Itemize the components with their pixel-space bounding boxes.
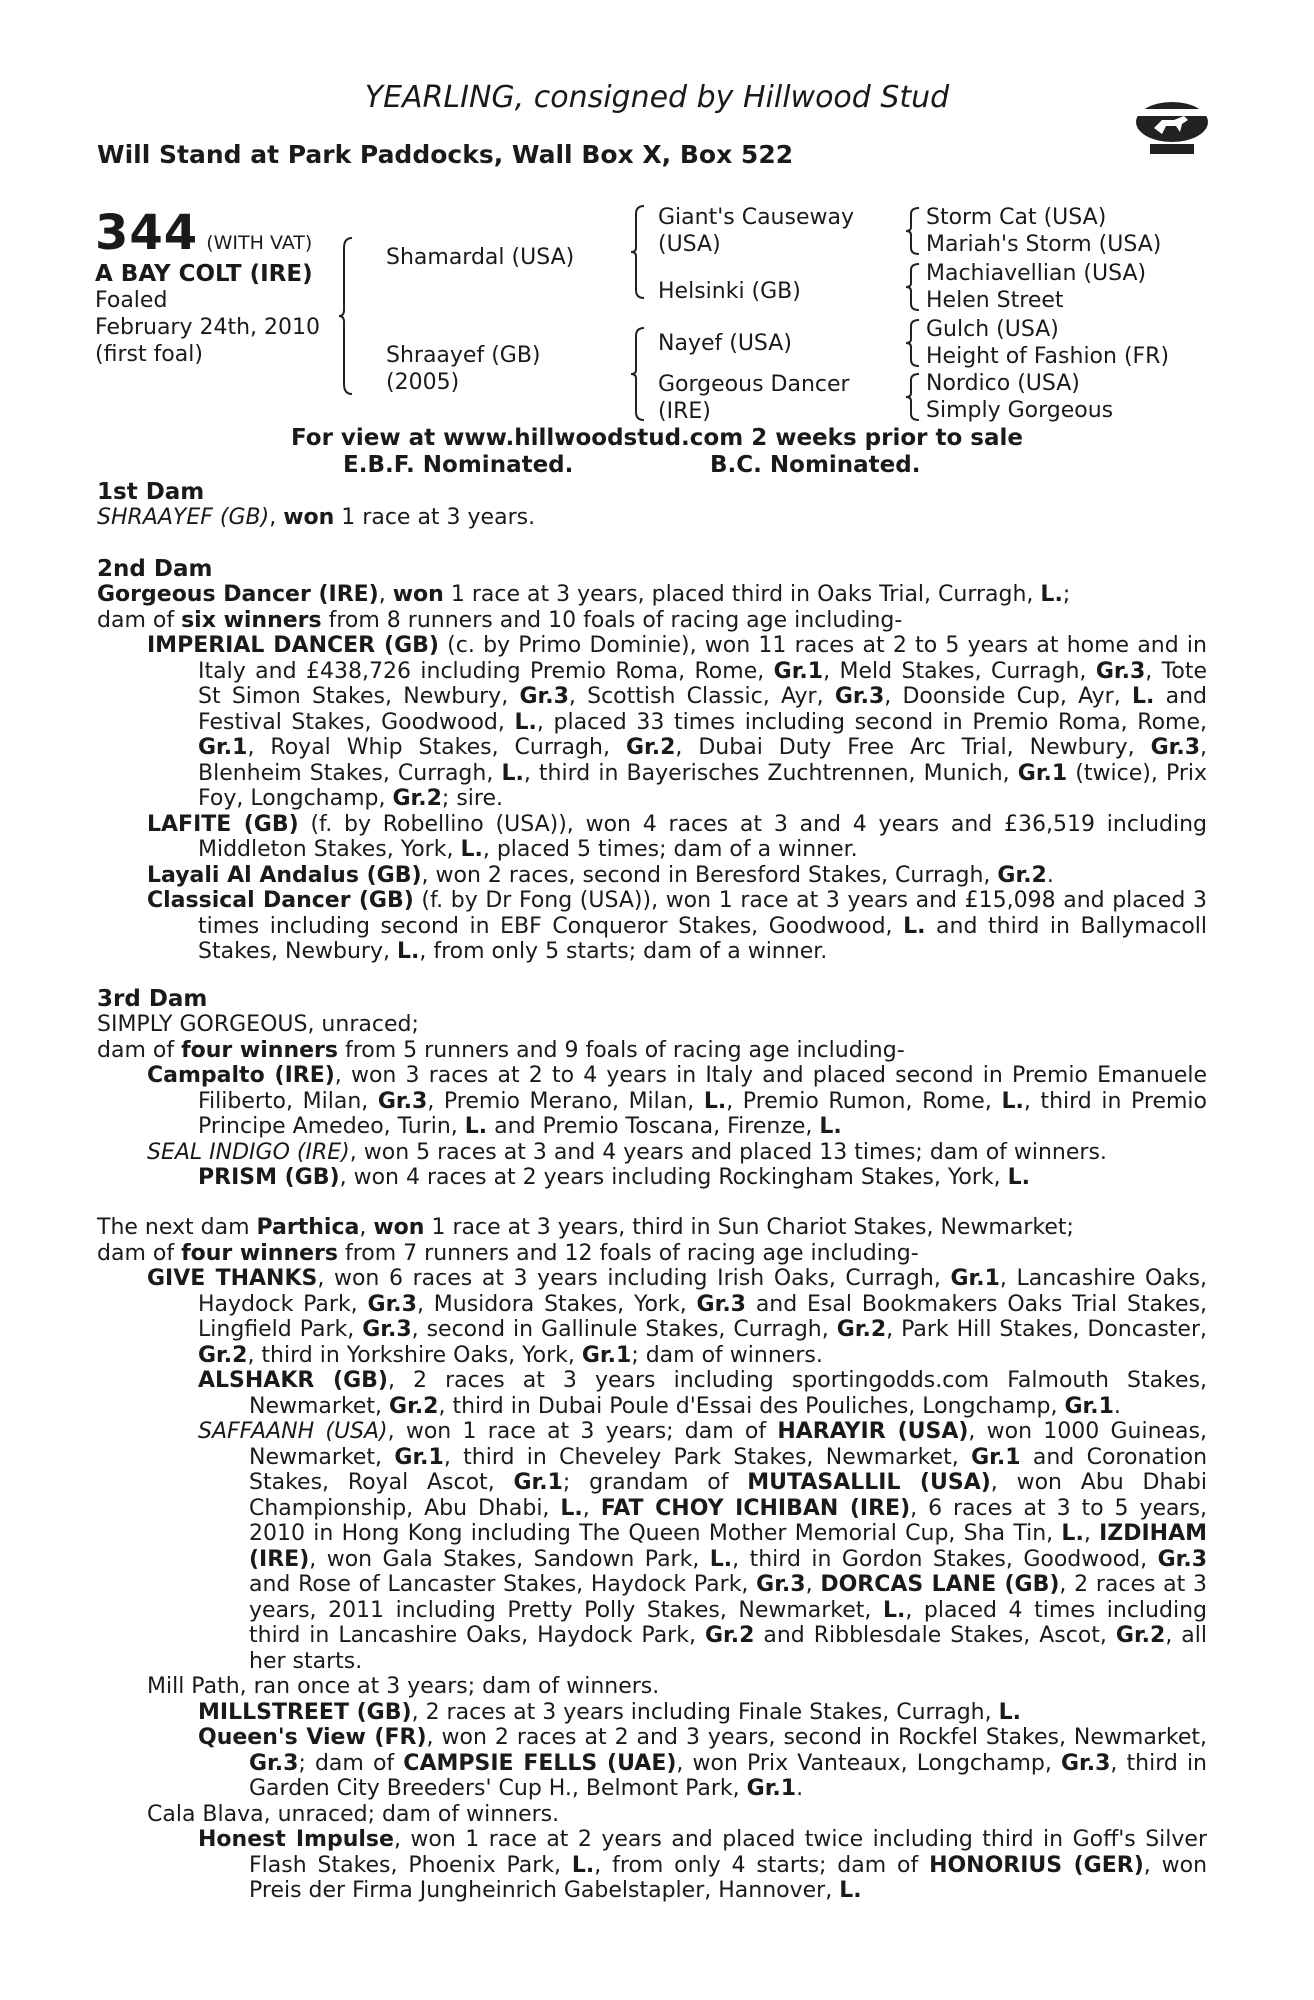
lot-block (95, 205, 312, 261)
pedigree-bracket-dam (630, 326, 650, 422)
view-note: For view at www.hillwoodstud.com 2 weeks prior to sale (291, 425, 1023, 451)
third-dam-heading: 3rd Dam (97, 986, 208, 1012)
pedigree-g-sss: Storm Cat (USA) (926, 205, 1107, 230)
pedigree-dam-sire: Nayef (USA) (658, 331, 792, 356)
foaled-date: February 24th, 2010 (95, 315, 321, 340)
progeny-classical-dancer: Classical Dancer (GB) (f. by Dr Fong (USA)), won 1 race at 3 years and £15,098 and placed 3 times including second in EBF Conqueror Stakes, Goodwood, L. and third in Ballymacoll Stakes, Newbury, L., from only 5 starts; dam of a winner. (147, 888, 1207, 964)
third-dam-intro: SIMPLY GORGEOUS, unraced; dam of four winners from 5 runners and 9 foals of racing age including- (97, 1012, 905, 1063)
foal-note: (first foal) (95, 342, 203, 367)
progeny-lafite: LAFITE (GB) (f. by Robellino (USA)), won 4 races at 3 and 4 years and £36,519 including Middleton Stakes, York, L., placed 5 times; dam of a winner. (147, 811, 1207, 862)
pedigree-bracket-g1 (905, 206, 923, 256)
pedigree-g-sds: Machiavellian (USA) (926, 261, 1147, 286)
second-dam-heading: 2nd Dam (97, 556, 213, 582)
first-dam-line: SHRAAYEF (GB), won 1 race at 3 years. (97, 505, 536, 530)
pedigree-sire-dam: Helsinki (GB) (658, 279, 801, 304)
progeny-give-thanks: GIVE THANKS, won 6 races at 3 years including Irish Oaks, Curragh, Gr.1, Lancashire Oaks, Haydock Park, Gr.3, Musidora Stakes, York, Gr.3 and Esal Bookmakers Oaks Trial Stakes, Lingfield Park, Gr.3, second in Gallinule Stakes, Curragh, Gr.2, Park Hill Stakes, Doncaster, Gr.2, third in Yorkshire Oaks, York, Gr.1; dam of winners. (147, 1266, 1207, 1368)
pedigree-bracket-g3 (905, 318, 923, 368)
progeny-cala-blava: Cala Blava, unraced; dam of winners. (147, 1801, 560, 1827)
progeny-layali-al-andalus: Layali Al Andalus (GB), won 2 races, second in Beresford Stakes, Curragh, Gr.2. (147, 862, 1054, 888)
progeny-imperial-dancer: IMPERIAL DANCER (GB) (c. by Primo Dominie), won 11 races at 2 to 5 years at home and in Italy and £438,726 including Premio Roma, Rome, Gr.1, Meld Stakes, Curragh, Gr.3, Tote St Simon Stakes, Newbury, Gr.3, Scottish Classic, Ayr, Gr.3, Doonside Cup, Ayr, L. and Festival Stakes, Goodwood, L., placed 33 times including second in Premio Roma, Rome, Gr.1, Royal Whip Stakes, Curragh, Gr.2, Dubai Duty Free Arc Trial, Newbury, Gr.3, Blenheim Stakes, Curragh, L., third in Bayerisches Zuchtrennen, Munich, Gr.1 (twice), Prix Foy, Longchamp, Gr.2; sire. (147, 633, 1207, 811)
lot-name: A BAY COLT (IRE) (95, 261, 313, 287)
pedigree-g-dss: Gulch (USA) (926, 317, 1059, 342)
progeny-alshakr: ALSHAKR (GB), 2 races at 3 years including sportingodds.com Falmouth Stakes, Newmarket, Gr.2, third in Dubai Poule d'Essai des Pouliches, Longchamp, Gr.1. (198, 1368, 1207, 1419)
progeny-campalto: Campalto (IRE), won 3 races at 2 to 4 years in Italy and placed second in Premio Emanuele Filiberto, Milan, Gr.3, Premio Merano, Milan, L., Premio Rumon, Rome, L., third in Premio Principe Amedeo, Turin, L. and Premio Toscana, Firenze, L. (147, 1063, 1208, 1139)
first-dam-won: won (283, 505, 335, 530)
progeny-seal-indigo: SEAL INDIGO (IRE), won 5 races at 3 and 4 years and placed 13 times; dam of winners. (147, 1139, 1107, 1165)
yearling-bonus-badge-icon (1132, 96, 1212, 156)
bc-nomination: B.C. Nominated. (710, 452, 921, 478)
stand-location: Will Stand at Park Paddocks, Wall Box X, Box 522 (97, 140, 794, 169)
next-dam-body (97, 1215, 1207, 1904)
ebf-nomination: E.B.F. Nominated. (343, 452, 574, 478)
progeny-millstreet: MILLSTREET (GB), 2 races at 3 years including Finale Stakes, Curragh, L. (198, 1699, 1021, 1725)
pedigree-bracket-g4 (905, 372, 923, 422)
progeny-mill-path: Mill Path, ran once at 3 years; dam of winners. (147, 1674, 660, 1699)
pedigree-g-dsd: Height of Fashion (FR) (926, 344, 1170, 369)
first-dam-name: SHRAAYEF (GB) (97, 505, 270, 530)
pedigree-g-sdd: Helen Street (926, 288, 1064, 313)
pedigree-dam-dam-line2: (IRE) (658, 399, 711, 424)
pedigree-bracket-main (338, 236, 358, 396)
pedigree-bracket-sire (630, 204, 650, 300)
progeny-prism: PRISM (GB), won 4 races at 2 years including Rockingham Stakes, York, L. (198, 1165, 1030, 1190)
second-dam-body (97, 582, 1207, 965)
second-dam-intro: Gorgeous Dancer (IRE), won 1 race at 3 years, placed third in Oaks Trial, Curragh, L.; dam of six winners from 8 runners and 10 foals of racing age including- (97, 582, 1071, 633)
next-dam-intro: The next dam Parthica, won 1 race at 3 years, third in Sun Chariot Stakes, Newmarket; dam of four winners from 7 runners and 12 foals of racing age including- (97, 1215, 1074, 1266)
lot-number: 344 (95, 205, 199, 261)
progeny-queens-view: Queen's View (FR), won 2 races at 2 and 3 years, second in Rockfel Stakes, Newmarket, Gr.3; dam of CAMPSIE FELLS (UAE), won Prix Vanteaux, Longchamp, Gr.3, third in Garden City Breeders' Cup H., Belmont Park, Gr.1. (198, 1725, 1207, 1801)
page-title: YEARLING, consigned by Hillwood Stud (364, 80, 950, 115)
pedigree-dam-dam-line1: Gorgeous Dancer (658, 372, 850, 397)
pedigree-g-dds: Nordico (USA) (926, 371, 1080, 396)
pedigree-sire: Shamardal (USA) (386, 245, 575, 270)
foaled-label: Foaled (95, 288, 168, 313)
pedigree-dam-name: Shraayef (GB) (386, 343, 541, 368)
pedigree-dam-year: (2005) (386, 370, 460, 395)
pedigree-sire-sire-line1: Giant's Causeway (658, 205, 854, 230)
first-dam-record: 1 race at 3 years. (341, 505, 536, 530)
progeny-saffaanh: SAFFAANH (USA), won 1 race at 3 years; dam of HARAYIR (USA), won 1000 Guineas, Newmarket, Gr.1, third in Cheveley Park Stakes, Newmarket, Gr.1 and Coronation Stakes, Royal Ascot, Gr.1; grandam of MUTASALLIL (USA), won Abu Dhabi Championship, Abu Dhabi, L., FAT CHOY ICHIBAN (IRE), 6 races at 3 to 5 years, 2010 in Hong Kong including The Queen Mother Memorial Cup, Sha Tin, L., IZDIHAM (IRE), won Gala Stakes, Sandown Park, L., third in Gordon Stakes, Goodwood, Gr.3 and Rose of Lancaster Stakes, Haydock Park, Gr.3, DORCAS LANE (GB), 2 races at 3 years, 2011 including Pretty Polly Stakes, Newmarket, L., placed 4 times including third in Lancashire Oaks, Haydock Park, Gr.2 and Ribblesdale Stakes, Ascot, Gr.2, all her starts. (198, 1419, 1208, 1674)
third-dam-body (97, 1012, 1207, 1191)
pedigree-g-ddd: Simply Gorgeous (926, 398, 1114, 423)
pedigree-bracket-g2 (905, 262, 923, 312)
progeny-honest-impulse: Honest Impulse, won 1 race at 2 years and placed twice including third in Goff's Silver Flash Stakes, Phoenix Park, L., from only 4 starts; dam of HONORIUS (GER), won Preis der Firma Jungheinrich Gabelstapler, Hannover, L. (198, 1827, 1208, 1903)
pedigree-sire-sire-line2: (USA) (658, 232, 721, 257)
pedigree-g-ssd: Mariah's Storm (USA) (926, 232, 1162, 257)
vat-note: (WITH VAT) (206, 232, 313, 254)
first-dam-heading: 1st Dam (97, 479, 205, 505)
